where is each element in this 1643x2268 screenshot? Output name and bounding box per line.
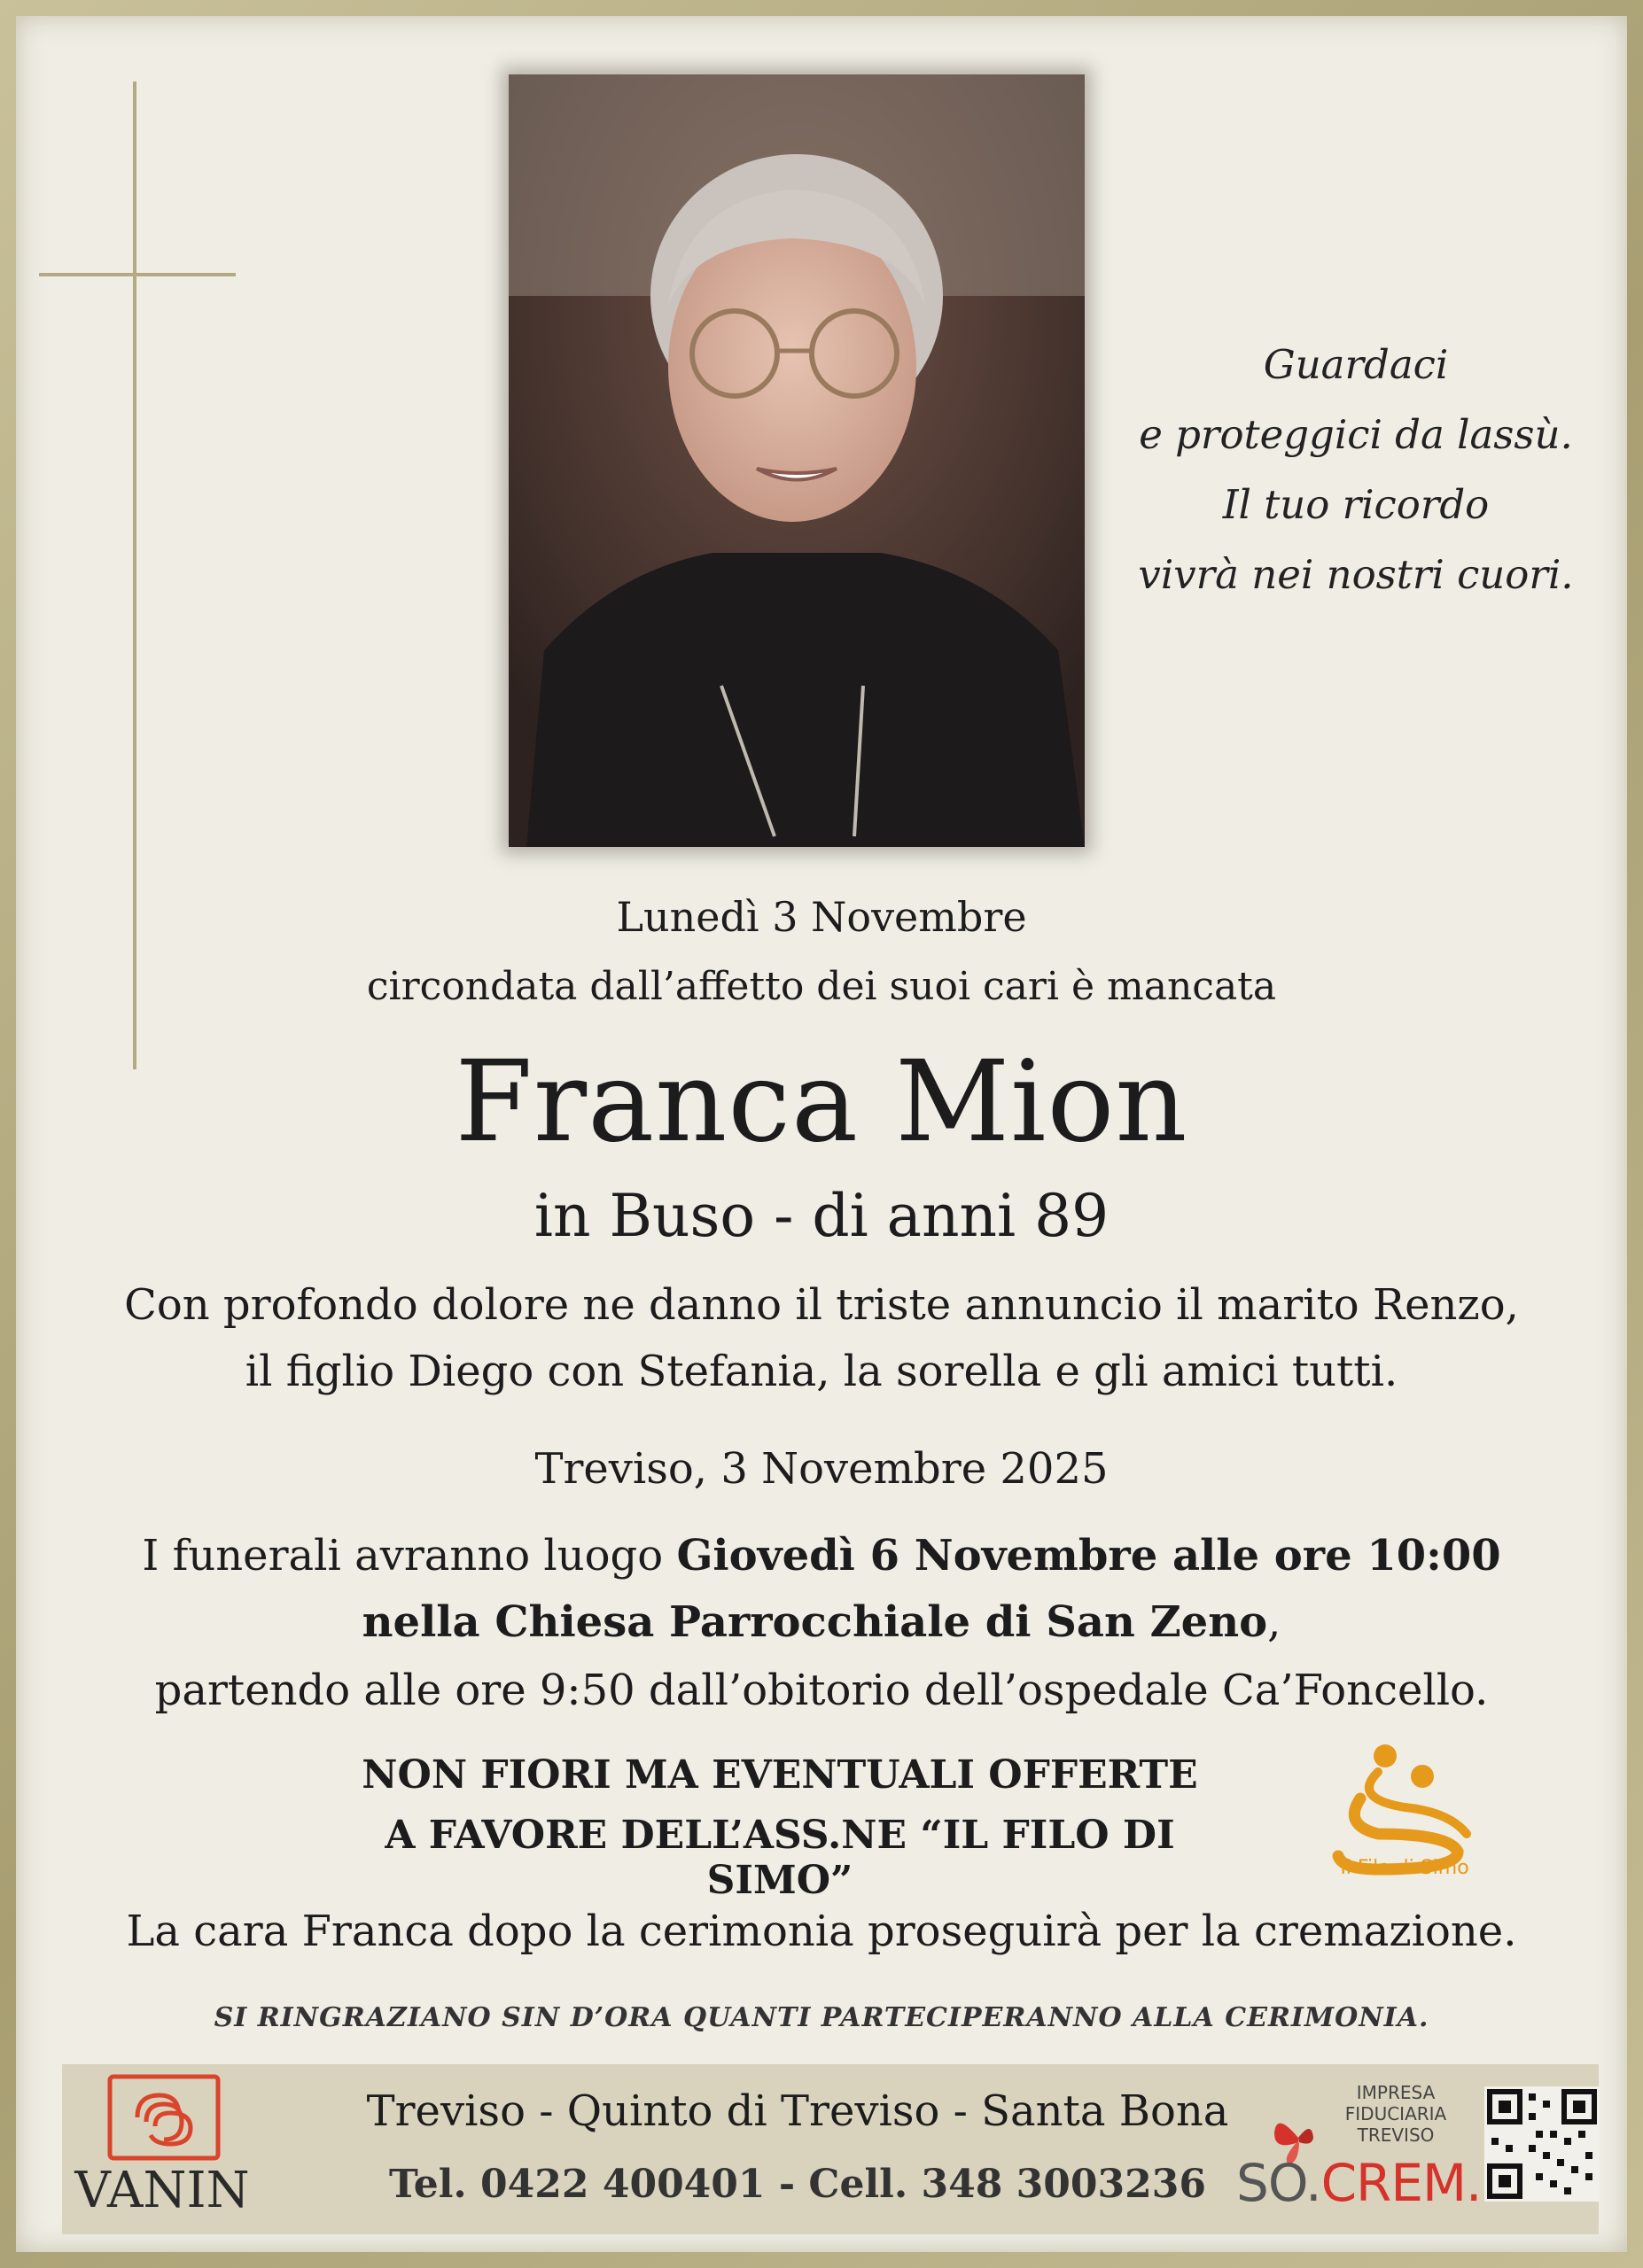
place-date: Treviso, 3 Novembre 2025 (534, 1444, 1109, 1494)
filo-di-simo-label: Il Filo di Simo (1340, 1857, 1469, 1879)
qr-code-icon (1484, 2086, 1600, 2202)
impresa-line: IMPRESA (1356, 2082, 1436, 2103)
circumstance-text: circondata dall’affetto dei suoi cari è mancata (366, 964, 1277, 1009)
quote-line: Il tuo ricordo (1222, 481, 1490, 528)
funeral-departure: partendo alle ore 9:50 dall’obitorio dell’ospedale Ca’Foncello. (154, 1666, 1489, 1715)
funeral-where-suffix: , (1267, 1597, 1281, 1647)
family-line: Con profondo dolore ne danno il triste annuncio il marito Renzo, (124, 1280, 1519, 1330)
vanin-logo-icon (106, 2073, 222, 2162)
funeral-when: Giovedì 6 Novembre alle ore 10:00 (676, 1531, 1501, 1581)
portrait-photo (509, 74, 1085, 847)
impresa-line: FIDUCIARIA (1344, 2103, 1447, 2124)
deceased-name: Franca Mion (455, 1037, 1188, 1167)
cremation-note: La cara Franca dopo la cerimonia proseguirà per la cremazione. (126, 1907, 1517, 1956)
footer-locations: Treviso - Quinto di Treviso - Santa Bona (366, 2086, 1229, 2136)
death-date: Lunedì 3 Novembre (616, 893, 1027, 941)
donation-line: NON FIORI MA EVENTUALI OFFERTE (362, 1752, 1198, 1798)
deceased-subtitle: in Buso - di anni 89 (533, 1182, 1110, 1250)
vanin-brand: VANIN (74, 2162, 250, 2219)
socrem-part1: SO. (1236, 2153, 1321, 2213)
funeral-place-line (0, 1597, 1643, 1647)
thanks-note: SI RINGRAZIANO SIN D’ORA QUANTI PARTECIPERANNO ALLA CERIMONIA. (214, 2002, 1429, 2033)
donation-line: A FAVORE DELL’ASS.NE “IL FILO DI SIMO” (385, 1813, 1175, 1903)
quote-line: vivrà nei nostri cuori. (1138, 551, 1574, 598)
funeral-time-line (0, 1531, 1643, 1581)
footer-phones: Tel. 0422 400401 - Cell. 348 3003236 (389, 2162, 1206, 2207)
cross-icon-horizontal (39, 273, 236, 276)
quote-line: e proteggici da lassù. (1139, 411, 1573, 458)
quote-line: Guardaci (1263, 341, 1449, 388)
impresa-label (1343, 2082, 1449, 2146)
portrait-illustration (509, 74, 1085, 847)
family-line: il figlio Diego con Stefania, la sorella e gli amici tutti. (245, 1347, 1398, 1396)
funeral-where: nella Chiesa Parrocchiale di San Zeno (362, 1597, 1268, 1647)
funeral-intro: I funerali avranno luogo (142, 1531, 677, 1581)
socrem-part2: CREM. (1320, 2153, 1482, 2213)
socrem-logo (1236, 2153, 1482, 2213)
impresa-line: TREVISO (1357, 2124, 1435, 2146)
memorial-quote (1125, 330, 1586, 610)
